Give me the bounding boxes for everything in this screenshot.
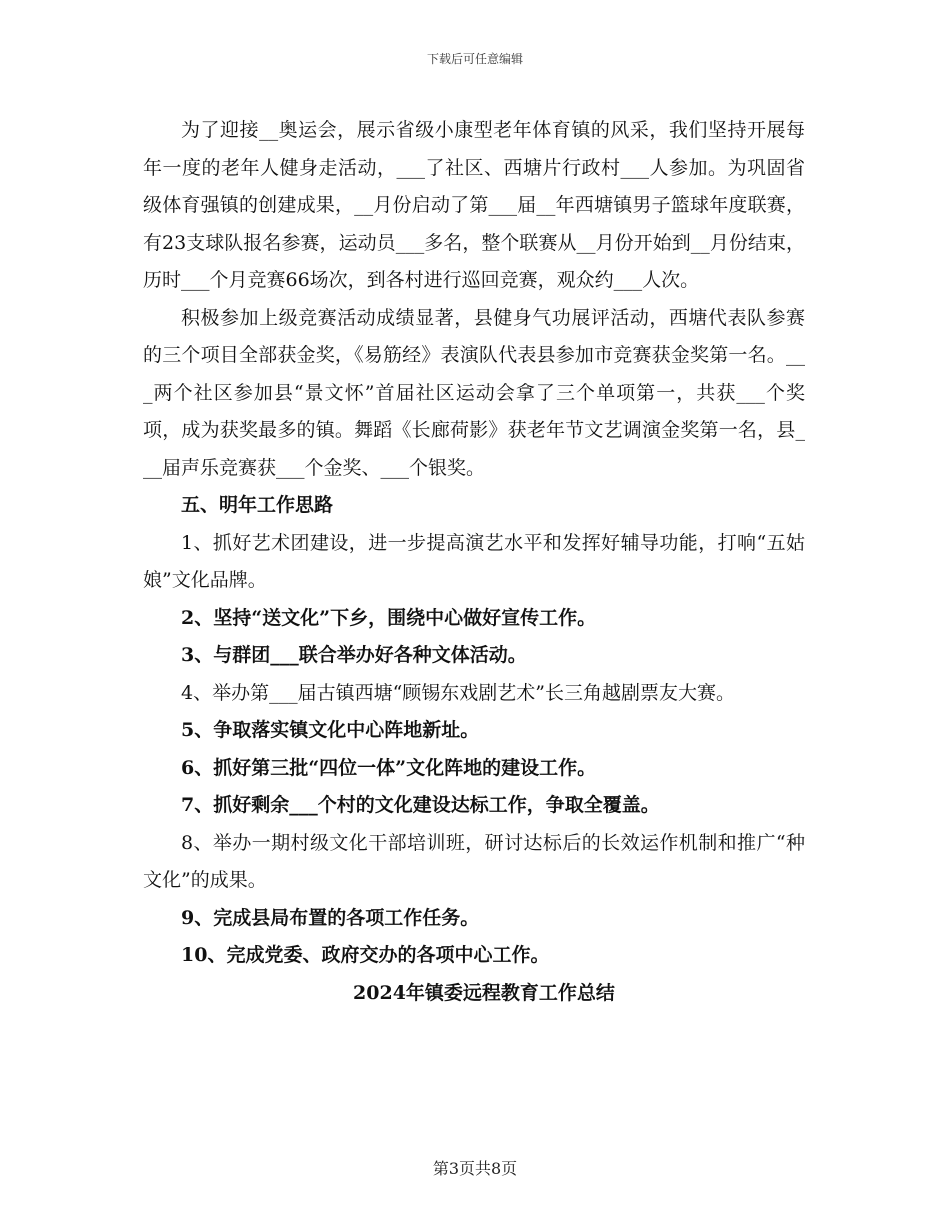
- list-item: 10、完成党委、政府交办的各项中心工作。: [181, 944, 550, 966]
- document-body: [143, 112, 805, 1012]
- next-document-title: 2024年镇委远程教育工作总结: [353, 981, 615, 1004]
- page-number: 第3页共8页: [432, 1159, 518, 1178]
- list-item: 8、举办一期村级文化干部培训班，研讨达标后的长效运作机制和推广“种文化”的成果。: [143, 831, 805, 891]
- list-item: 6、抓好第三批“四位一体”文化阵地的建设工作。: [181, 756, 597, 779]
- section-heading: 五、明年工作思路: [181, 494, 334, 516]
- list-item: 3、与群团___联合举办好各种文体活动。: [181, 644, 527, 666]
- paragraph-competition-results: 积极参加上级竞赛活动成绩显著，县健身气功展评活动，西塘代表队参赛的三个项目全部获金奖，《易筋经》表演队代表县参加市竞赛获金奖第一名。___两个社区参加县“景文怀”首届社区运动会拿了三个单项第一，共获___个奖项，成为获奖最多的镇。舞蹈《长廊荷影》获老年节文艺调演金奖第一名，县___届声乐竞赛获___个金奖、___个银奖。: [143, 306, 805, 479]
- list-item: 9、完成县局布置的各项工作任务。: [181, 906, 480, 929]
- paragraph-sports-activities: 为了迎接__奥运会，展示省级小康型老年体育镇的风采，我们坚持开展每年一度的老年人健身走活动，___了社区、西塘片行政村___人参加。为巩固省级体育强镇的创建成果，__月份启动了第___届__年西塘镇男子篮球年度联赛，有23支球队报名参赛，运动员___多名，整个联赛从__月份开始到__月份结束，历时___个月竞赛66场次，到各村进行巡回竞赛，观众约___人次。: [143, 119, 805, 291]
- list-item: 5、争取落实镇文化中心阵地新址。: [181, 719, 480, 741]
- list-item: 2、坚持“送文化”下乡，围绕中心做好宣传工作。: [181, 606, 597, 629]
- list-item: 7、抓好剩余___个村的文化建设达标工作，争取全覆盖。: [181, 794, 660, 816]
- list-item: 1、抓好艺术团建设，进一步提高演艺水平和发挥好辅导功能，打响“五姑娘”文化品牌。: [143, 531, 805, 591]
- page-header-note: 下载后可任意编辑: [426, 52, 523, 66]
- list-item: 4、举办第___届古镇西塘“顾锡东戏剧艺术”长三角越剧票友大赛。: [181, 681, 736, 704]
